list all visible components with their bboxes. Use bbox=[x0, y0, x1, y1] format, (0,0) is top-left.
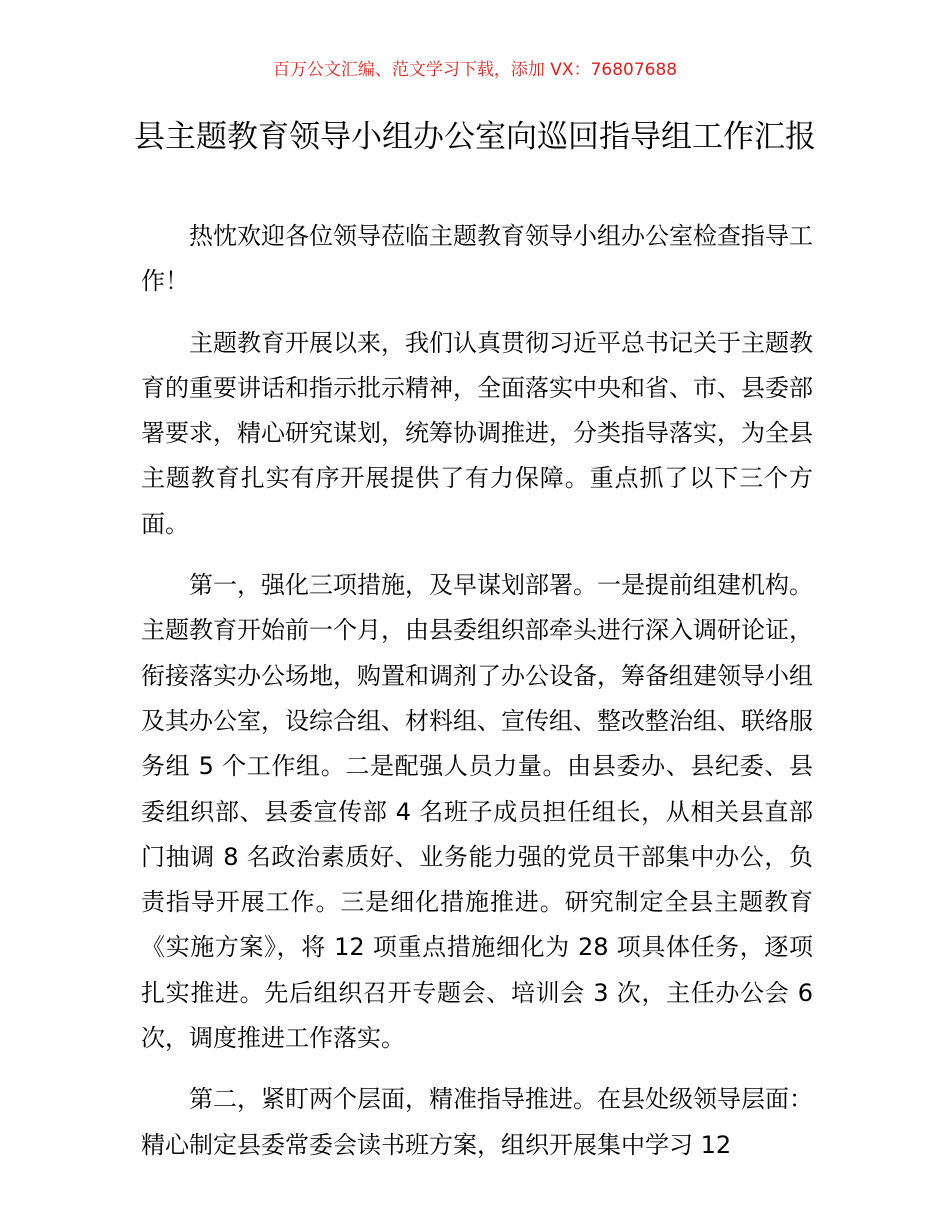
document-body bbox=[141, 214, 813, 1184]
document-title: 县主题教育领导小组办公室向巡回指导组工作汇报 bbox=[134, 119, 816, 155]
paragraph-welcome: 热忱欢迎各位领导莅临主题教育领导小组办公室检查指导工作！ bbox=[141, 222, 813, 296]
paragraph-overview: 主题教育开展以来，我们认真贯彻习近平总书记关于主题教育的重要讲话和指示批示精神，全面落实中央和省、市、县委部署要求，精心研究谋划，统筹协调推进，分类指导落实，为全县主题教育扎实有序开展提供了有力保障。重点抓了以下三个方面。 bbox=[141, 328, 813, 538]
watermark-header-note: 百万公文汇编、范文学习下载，添加 VX：76807688 bbox=[272, 60, 678, 80]
paragraph-second-point: 第二，紧盯两个层面，精准指导推进。在县处级领导层面：精心制定县委常委会读书班方案，组织开展集中学习 12 bbox=[141, 1085, 813, 1159]
paragraph-first-point: 第一，强化三项措施，及早谋划部署。一是提前组建机构。主题教育开始前一个月，由县委组织部牵头进行深入调研论证，衔接落实办公场地，购置和调剂了办公设备，筹备组建领导小组及其办公室，设综合组、材料组、宣传组、整改整治组、联络服务组 5 个工作组。二是配强人员力量。由县委办、县纪委、县委组织部、县委宣传部 4 名班子成员担任组长，从相关县直部门抽调 8 名政治素质好、业务能力强的党员干部集中办公，负责指导开展工作。三是细化措施推进。研究制定全县主题教育《实施方案》，将 12 项重点措施细化为 28 项具体任务，逐项扎实推进。先后组织召开专题会、培训会 3 次，主任办公会 6 次，调度推进工作落实。 bbox=[141, 571, 813, 1053]
